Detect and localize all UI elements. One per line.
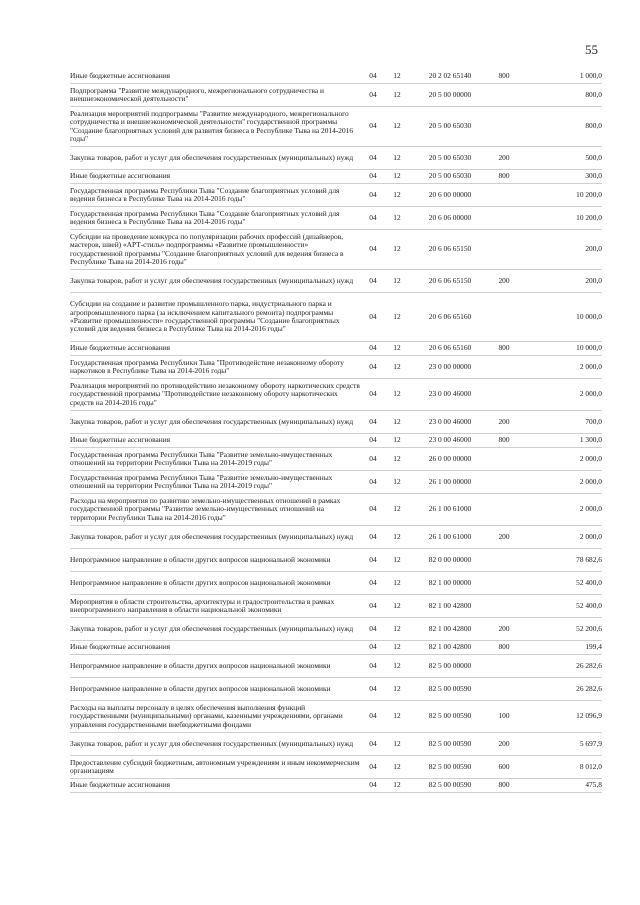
- cell-csr: 20 5 00 00000: [428, 89, 472, 99]
- cell-vr: 200: [498, 275, 510, 285]
- table-row: [70, 170, 602, 184]
- cell-sum: 2 000,0: [579, 504, 602, 514]
- table-row: [70, 494, 602, 526]
- cell-vr: 800: [498, 435, 510, 445]
- cell-vr: 200: [498, 738, 510, 748]
- cell-vr: 800: [498, 343, 510, 353]
- cell-rz: 04: [369, 212, 377, 222]
- cell-name: Закупка товаров, работ и услуг для обеспечения государственных (муниципальных) нужд: [70, 738, 354, 748]
- cell-pr: 12: [393, 89, 401, 99]
- table-row: [70, 379, 602, 411]
- cell-pr: 12: [393, 554, 401, 564]
- cell-csr: 82 1 00 42800: [428, 600, 472, 610]
- cell-pr: 12: [393, 642, 401, 652]
- cell-vr: 100: [498, 711, 510, 721]
- cell-sum: 52 400,0: [576, 600, 602, 610]
- cell-sum: 12 096,9: [576, 711, 602, 721]
- cell-csr: 20 6 00 00000: [428, 189, 472, 199]
- cell-sum: 200,0: [585, 275, 602, 285]
- cell-csr: 82 5 00 00590: [428, 780, 472, 790]
- cell-csr: 82 1 00 00000: [428, 577, 472, 587]
- cell-rz: 04: [369, 311, 377, 321]
- table-row: [70, 342, 602, 356]
- cell-rz: 04: [369, 577, 377, 587]
- table-row: [70, 549, 602, 572]
- cell-rz: 04: [369, 171, 377, 181]
- table-row: [70, 107, 602, 147]
- table-row: [70, 184, 602, 207]
- table-row: [70, 701, 602, 733]
- cell-name: Реализация мероприятий подпрограммы "Развитие международного, межрегионального сотрудничества и внешнеэкономической деятельности" государственной программы "Создание благоприятных условий для развития бизнеса в Республике Тыва на 2014-2016 годы": [70, 108, 354, 143]
- cell-name: Расходы на мероприятия по развитию земельно-имущественных отношений в рамках государственной программы "Развитие земельно-имущественных отношений на территории Республики Тыва на 2014-2016 годы": [70, 495, 341, 522]
- cell-csr: 23 0 00 46000: [428, 389, 472, 399]
- cell-csr: 26 0 00 00000: [428, 453, 472, 463]
- cell-rz: 04: [369, 244, 377, 254]
- table-row: [70, 618, 602, 641]
- cell-sum: 300,0: [585, 171, 602, 181]
- cell-vr: 800: [498, 642, 510, 652]
- table-row: [70, 448, 602, 471]
- cell-csr: 20 5 00 65030: [428, 121, 472, 131]
- cell-csr: 20 5 00 65030: [428, 171, 472, 181]
- cell-name: Закупка товаров, работ и услуг для обеспечения государственных (муниципальных) нужд: [70, 416, 354, 426]
- cell-name: Расходы на выплаты персоналу в целях обеспечения выполнения функций государственными (муниципальными) органами, казенными учреждениями, органами управления государственными внебюджетными фондами: [70, 702, 343, 729]
- cell-csr: 20 6 06 65150: [428, 275, 472, 285]
- table-row: [70, 471, 602, 494]
- cell-sum: 1 300,0: [579, 435, 602, 445]
- cell-rz: 04: [369, 761, 377, 771]
- table-row: [70, 572, 602, 595]
- cell-pr: 12: [393, 189, 401, 199]
- cell-name: Непрограммное направление в области других вопросов национальной экономики: [70, 577, 331, 587]
- table-row: [70, 147, 602, 170]
- cell-pr: 12: [393, 152, 401, 162]
- cell-rz: 04: [369, 476, 377, 486]
- table-row: [70, 756, 602, 779]
- cell-pr: 12: [393, 660, 401, 670]
- cell-name: Реализация мероприятий по противодействию незаконному обороту наркотических средств государственной программы "Противодействие незаконному обороту наркотических средств на 2014-2016 годы": [70, 380, 360, 407]
- cell-name: Иные бюджетные ассигнования: [70, 171, 171, 181]
- cell-sum: 700,0: [585, 416, 602, 426]
- table-row: [70, 70, 602, 84]
- cell-name: Иные бюджетные ассигнования: [70, 71, 171, 81]
- cell-csr: 26 1 00 61000: [428, 531, 472, 541]
- cell-name: Закупка товаров, работ и услуг для обеспечения государственных (муниципальных) нужд: [70, 531, 354, 541]
- cell-pr: 12: [393, 275, 401, 285]
- cell-name: Предоставление субсидий бюджетным, автономным учреждениям и иным некоммерческим организациям: [70, 757, 360, 775]
- cell-name: Подпрограмма "Развитие международного, межрегионального сотрудничества и внешнеэкономической деятельности": [70, 85, 325, 103]
- cell-pr: 12: [393, 761, 401, 771]
- cell-rz: 04: [369, 623, 377, 633]
- cell-rz: 04: [369, 453, 377, 463]
- cell-pr: 12: [393, 577, 401, 587]
- cell-sum: 10 200,0: [576, 212, 602, 222]
- cell-rz: 04: [369, 389, 377, 399]
- cell-name: Мероприятия в области строительства, архитектуры и градостроительства в рамках внепрограммного направления в области национальной экономики: [70, 596, 335, 614]
- cell-sum: 475,8: [585, 780, 602, 790]
- cell-sum: 2 000,0: [579, 361, 602, 371]
- cell-pr: 12: [393, 361, 401, 371]
- cell-name: Иные бюджетные ассигнования: [70, 780, 171, 790]
- cell-sum: 26 282,6: [576, 683, 602, 693]
- cell-rz: 04: [369, 275, 377, 285]
- cell-name: Государственная программа Республики Тыва "Противодействие незаконному обороту наркотиков в Республике Тыва на 2014-2016 годы": [70, 357, 344, 375]
- cell-sum: 2 000,0: [579, 389, 602, 399]
- cell-rz: 04: [369, 416, 377, 426]
- cell-pr: 12: [393, 343, 401, 353]
- table-row: [70, 356, 602, 379]
- cell-pr: 12: [393, 121, 401, 131]
- cell-csr: 26 1 00 00000: [428, 476, 472, 486]
- cell-vr: 200: [498, 623, 510, 633]
- cell-pr: 12: [393, 476, 401, 486]
- cell-rz: 04: [369, 361, 377, 371]
- cell-vr: 800: [498, 171, 510, 181]
- cell-name: Иные бюджетные ассигнования: [70, 343, 171, 353]
- table-row: [70, 230, 602, 270]
- cell-pr: 12: [393, 311, 401, 321]
- cell-pr: 12: [393, 416, 401, 426]
- cell-pr: 12: [393, 435, 401, 445]
- cell-name: Иные бюджетные ассигнования: [70, 642, 171, 652]
- cell-sum: 2 000,0: [579, 476, 602, 486]
- cell-name: Непрограммное направление в области других вопросов национальной экономики: [70, 554, 331, 564]
- cell-rz: 04: [369, 600, 377, 610]
- cell-pr: 12: [393, 504, 401, 514]
- table-row: [70, 434, 602, 448]
- cell-sum: 78 682,6: [576, 554, 602, 564]
- cell-vr: 200: [498, 531, 510, 541]
- cell-pr: 12: [393, 244, 401, 254]
- cell-name: Субсидии на создание и развитие промышленного парка, индустриального парка и агропромышленного парка (за исключением капитального ремонта) подпрограммы «Развитие промышленности» государственной программы "Создание благоприятных условий для ведения бизнеса в Республике Тыва на 2014-2016 годы": [70, 299, 340, 334]
- table-row: [70, 655, 602, 678]
- cell-rz: 04: [369, 711, 377, 721]
- table-row: [70, 270, 602, 293]
- cell-vr: 200: [498, 152, 510, 162]
- cell-sum: 1 000,0: [579, 71, 602, 81]
- cell-csr: 23 0 00 46000: [428, 435, 472, 445]
- cell-rz: 04: [369, 152, 377, 162]
- cell-sum: 10 000,0: [576, 311, 602, 321]
- cell-pr: 12: [393, 531, 401, 541]
- cell-sum: 500,0: [585, 152, 602, 162]
- cell-rz: 04: [369, 683, 377, 693]
- cell-pr: 12: [393, 389, 401, 399]
- table-row: [70, 207, 602, 230]
- cell-pr: 12: [393, 600, 401, 610]
- cell-rz: 04: [369, 738, 377, 748]
- cell-vr: 800: [498, 780, 510, 790]
- cell-csr: 82 5 00 00000: [428, 660, 472, 670]
- cell-name: Государственная программа Республики Тыва "Создание благоприятных условий для ведения бизнеса в Республике Тыва на 2014-2016 годы": [70, 185, 340, 203]
- cell-rz: 04: [369, 121, 377, 131]
- cell-rz: 04: [369, 780, 377, 790]
- cell-csr: 20 6 06 65160: [428, 343, 472, 353]
- cell-sum: 800,0: [585, 121, 602, 131]
- cell-name: Непрограммное направление в области других вопросов национальной экономики: [70, 683, 331, 693]
- cell-sum: 800,0: [585, 89, 602, 99]
- cell-sum: 5 697,9: [579, 738, 602, 748]
- cell-csr: 82 5 00 00590: [428, 683, 472, 693]
- cell-vr: 200: [498, 416, 510, 426]
- cell-pr: 12: [393, 212, 401, 222]
- cell-sum: 2 000,0: [579, 531, 602, 541]
- cell-csr: 20 2 02 65140: [428, 71, 472, 81]
- cell-pr: 12: [393, 71, 401, 81]
- cell-name: Закупка товаров, работ и услуг для обеспечения государственных (муниципальных) нужд: [70, 623, 354, 633]
- cell-pr: 12: [393, 171, 401, 181]
- cell-rz: 04: [369, 504, 377, 514]
- table-row: [70, 779, 602, 793]
- table-row: [70, 641, 602, 655]
- cell-rz: 04: [369, 71, 377, 81]
- cell-rz: 04: [369, 435, 377, 445]
- cell-name: Субсидии на проведение конкурса по популяризации рабочих профессий (дизайнеров, мастеров, швей) «АРТ-стиль» подпрограммы «Развитие промышленности» государственной программы "Создание благоприятных условий для ведения бизнеса в Республике Тыва на 2014-2016 годы": [70, 231, 344, 266]
- table-row: [70, 733, 602, 756]
- cell-sum: 52 400,0: [576, 577, 602, 587]
- cell-csr: 20 5 00 65030: [428, 152, 472, 162]
- cell-name: Иные бюджетные ассигнования: [70, 435, 171, 445]
- cell-name: Непрограммное направление в области других вопросов национальной экономики: [70, 660, 331, 670]
- cell-csr: 23 0 00 46000: [428, 416, 472, 426]
- cell-csr: 20 6 06 65160: [428, 311, 472, 321]
- table-row: [70, 678, 602, 701]
- cell-sum: 10 000,0: [576, 343, 602, 353]
- table-row: [70, 411, 602, 434]
- cell-name: Государственная программа Республики Тыва "Создание благоприятных условий для ведения бизнеса в Республике Тыва на 2014-2016 годы": [70, 208, 340, 226]
- cell-name: Государственная программа Республики Тыва "Развитие земельно-имущественных отношений на территории Республики Тыва на 2014-2019 годы": [70, 449, 333, 467]
- cell-name: Закупка товаров, работ и услуг для обеспечения государственных (муниципальных) нужд: [70, 152, 354, 162]
- cell-rz: 04: [369, 660, 377, 670]
- cell-csr: 26 1 00 61000: [428, 504, 472, 514]
- cell-csr: 82 5 00 00590: [428, 761, 472, 771]
- cell-sum: 8 012,0: [579, 761, 602, 771]
- cell-rz: 04: [369, 642, 377, 652]
- cell-csr: 20 6 06 00000: [428, 212, 472, 222]
- cell-csr: 82 0 00 00000: [428, 554, 472, 564]
- cell-name: Закупка товаров, работ и услуг для обеспечения государственных (муниципальных) нужд: [70, 275, 354, 285]
- cell-rz: 04: [369, 89, 377, 99]
- cell-csr: 20 6 06 65150: [428, 244, 472, 254]
- table-row: [70, 84, 602, 107]
- cell-pr: 12: [393, 623, 401, 633]
- cell-csr: 82 5 00 00590: [428, 738, 472, 748]
- cell-csr: 82 1 00 42800: [428, 642, 472, 652]
- cell-csr: 82 5 00 00590: [428, 711, 472, 721]
- table-row: [70, 293, 602, 342]
- cell-rz: 04: [369, 554, 377, 564]
- cell-sum: 199,4: [585, 642, 602, 652]
- cell-rz: 04: [369, 189, 377, 199]
- cell-rz: 04: [369, 531, 377, 541]
- page-number: 55: [585, 42, 598, 57]
- cell-pr: 12: [393, 780, 401, 790]
- cell-sum: 26 282,6: [576, 660, 602, 670]
- cell-sum: 10 200,0: [576, 189, 602, 199]
- table-row: [70, 595, 602, 618]
- cell-sum: 200,0: [585, 244, 602, 254]
- cell-pr: 12: [393, 711, 401, 721]
- table-row: [70, 526, 602, 549]
- cell-vr: 800: [498, 71, 510, 81]
- cell-pr: 12: [393, 738, 401, 748]
- cell-sum: 52 200,6: [576, 623, 602, 633]
- cell-pr: 12: [393, 453, 401, 463]
- cell-rz: 04: [369, 343, 377, 353]
- cell-name: Государственная программа Республики Тыва "Развитие земельно-имущественных отношений на территории Республики Тыва на 2014-2019 годы": [70, 472, 333, 490]
- cell-csr: 82 1 00 42800: [428, 623, 472, 633]
- budget-table: [70, 70, 602, 793]
- cell-sum: 2 000,0: [579, 453, 602, 463]
- cell-pr: 12: [393, 683, 401, 693]
- cell-vr: 600: [498, 761, 510, 771]
- cell-csr: 23 0 00 00000: [428, 361, 472, 371]
